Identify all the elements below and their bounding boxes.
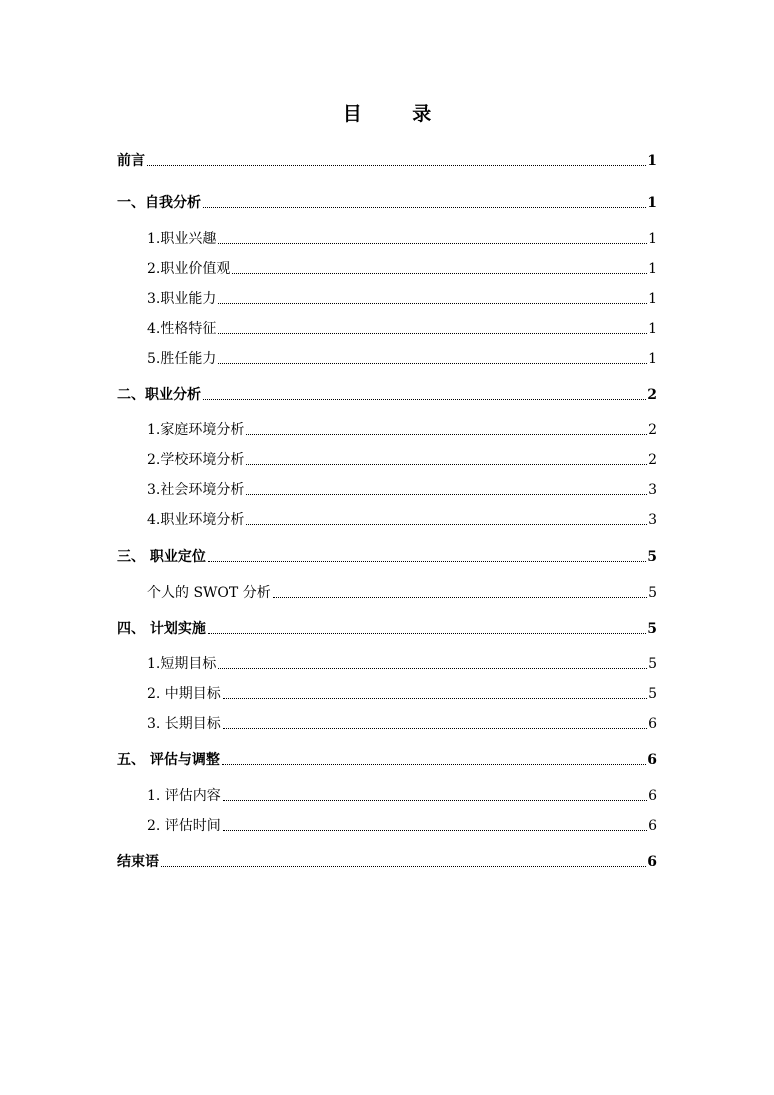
toc-entry-page: 1 <box>648 291 657 307</box>
toc-entry[interactable] <box>147 417 657 439</box>
toc-entry[interactable] <box>117 849 657 871</box>
toc-entry-label: 结束语 <box>117 854 159 870</box>
toc-entry[interactable] <box>117 616 657 638</box>
toc-entry[interactable] <box>147 477 657 499</box>
toc-entry[interactable] <box>147 651 657 673</box>
toc-entry-page: 2 <box>648 422 657 438</box>
toc-entry-page: 5 <box>648 585 657 601</box>
toc-entry[interactable] <box>147 316 657 338</box>
toc-entry-label: 三、 职业定位 <box>117 549 206 565</box>
toc-entry-label: 1.职业兴趣 <box>147 231 217 247</box>
toc-entry-label: 二、职业分析 <box>117 387 201 403</box>
toc-entry[interactable] <box>117 747 657 769</box>
dot-leader <box>246 463 647 465</box>
toc-entry[interactable] <box>147 580 657 602</box>
dot-leader <box>203 398 646 400</box>
toc-entry-page: 1 <box>648 231 657 247</box>
dot-leader <box>223 697 647 699</box>
dot-leader <box>273 596 647 598</box>
toc-entry-label: 2.学校环境分析 <box>147 452 245 468</box>
toc-entry-label: 前言 <box>117 153 145 169</box>
toc-entry-page: 2 <box>647 387 657 403</box>
dot-leader <box>218 332 647 334</box>
toc-entry[interactable] <box>147 346 657 368</box>
toc-entry-page: 3 <box>648 512 657 528</box>
toc-entry-label: 五、 评估与调整 <box>117 752 220 768</box>
toc-entry[interactable] <box>117 148 657 170</box>
dot-leader <box>222 763 646 765</box>
toc-entry-page: 6 <box>647 752 657 768</box>
dot-leader <box>218 667 647 669</box>
toc-entry-label: 3.职业能力 <box>147 291 217 307</box>
toc-entry[interactable] <box>117 382 657 404</box>
toc-entry-label: 1. 评估内容 <box>147 788 221 804</box>
toc-entry-page: 2 <box>648 452 657 468</box>
toc-entry[interactable] <box>117 544 657 566</box>
dot-leader <box>246 493 647 495</box>
dot-leader <box>246 523 647 525</box>
toc-entry-label: 3. 长期目标 <box>147 716 221 732</box>
dot-leader <box>147 164 646 166</box>
toc-entry-page: 3 <box>648 482 657 498</box>
toc-entry-label: 四、 计划实施 <box>117 621 206 637</box>
dot-leader <box>218 362 647 364</box>
toc-entry-label: 4.性格特征 <box>147 321 217 337</box>
toc-entry-page: 6 <box>647 854 657 870</box>
dot-leader <box>208 632 646 634</box>
dot-leader <box>218 302 647 304</box>
dot-leader <box>246 433 647 435</box>
toc-entry-page: 1 <box>648 321 657 337</box>
toc-entry-label: 2. 中期目标 <box>147 686 221 702</box>
toc-entry-page: 5 <box>647 621 657 637</box>
toc-entry-page: 6 <box>648 818 657 834</box>
toc-entry-page: 1 <box>647 195 657 211</box>
toc-entry-label: 2. 评估时间 <box>147 818 221 834</box>
toc-entry-page: 5 <box>648 656 657 672</box>
toc-entry-label: 3.社会环境分析 <box>147 482 245 498</box>
toc-entry-page: 6 <box>648 716 657 732</box>
toc-entry-page: 1 <box>648 351 657 367</box>
toc-entry[interactable] <box>147 286 657 308</box>
dot-leader <box>232 272 647 274</box>
toc-entry-label: 1.短期目标 <box>147 656 217 672</box>
toc-entry-label: 个人的 SWOT 分析 <box>147 585 271 601</box>
dot-leader <box>203 206 646 208</box>
toc-entry-label: 1.家庭环境分析 <box>147 422 245 438</box>
dot-leader <box>223 727 647 729</box>
toc-entry[interactable] <box>147 447 657 469</box>
toc-entry[interactable] <box>147 507 657 529</box>
toc-entry[interactable] <box>147 256 657 278</box>
toc-entry-label: 5.胜任能力 <box>147 351 217 367</box>
toc-title: 目 录 <box>342 103 454 125</box>
toc-entry[interactable] <box>117 190 657 212</box>
toc-entry[interactable] <box>147 813 657 835</box>
dot-leader <box>218 242 647 244</box>
toc-entry[interactable] <box>147 783 657 805</box>
dot-leader <box>223 799 647 801</box>
toc-entry[interactable] <box>147 681 657 703</box>
toc-entry-page: 5 <box>647 549 657 565</box>
toc-entry-page: 1 <box>647 153 657 169</box>
toc-entry[interactable] <box>147 226 657 248</box>
toc-entry-page: 5 <box>648 686 657 702</box>
toc-entry[interactable] <box>147 711 657 733</box>
dot-leader <box>161 865 646 867</box>
toc-entry-page: 6 <box>648 788 657 804</box>
toc-entry-label: 4.职业环境分析 <box>147 512 245 528</box>
toc-entry-page: 1 <box>648 261 657 277</box>
toc-entry-label: 一、自我分析 <box>117 195 201 211</box>
dot-leader <box>223 829 647 831</box>
dot-leader <box>208 560 646 562</box>
toc-entry-label: 2.职业价值观 <box>147 261 231 277</box>
